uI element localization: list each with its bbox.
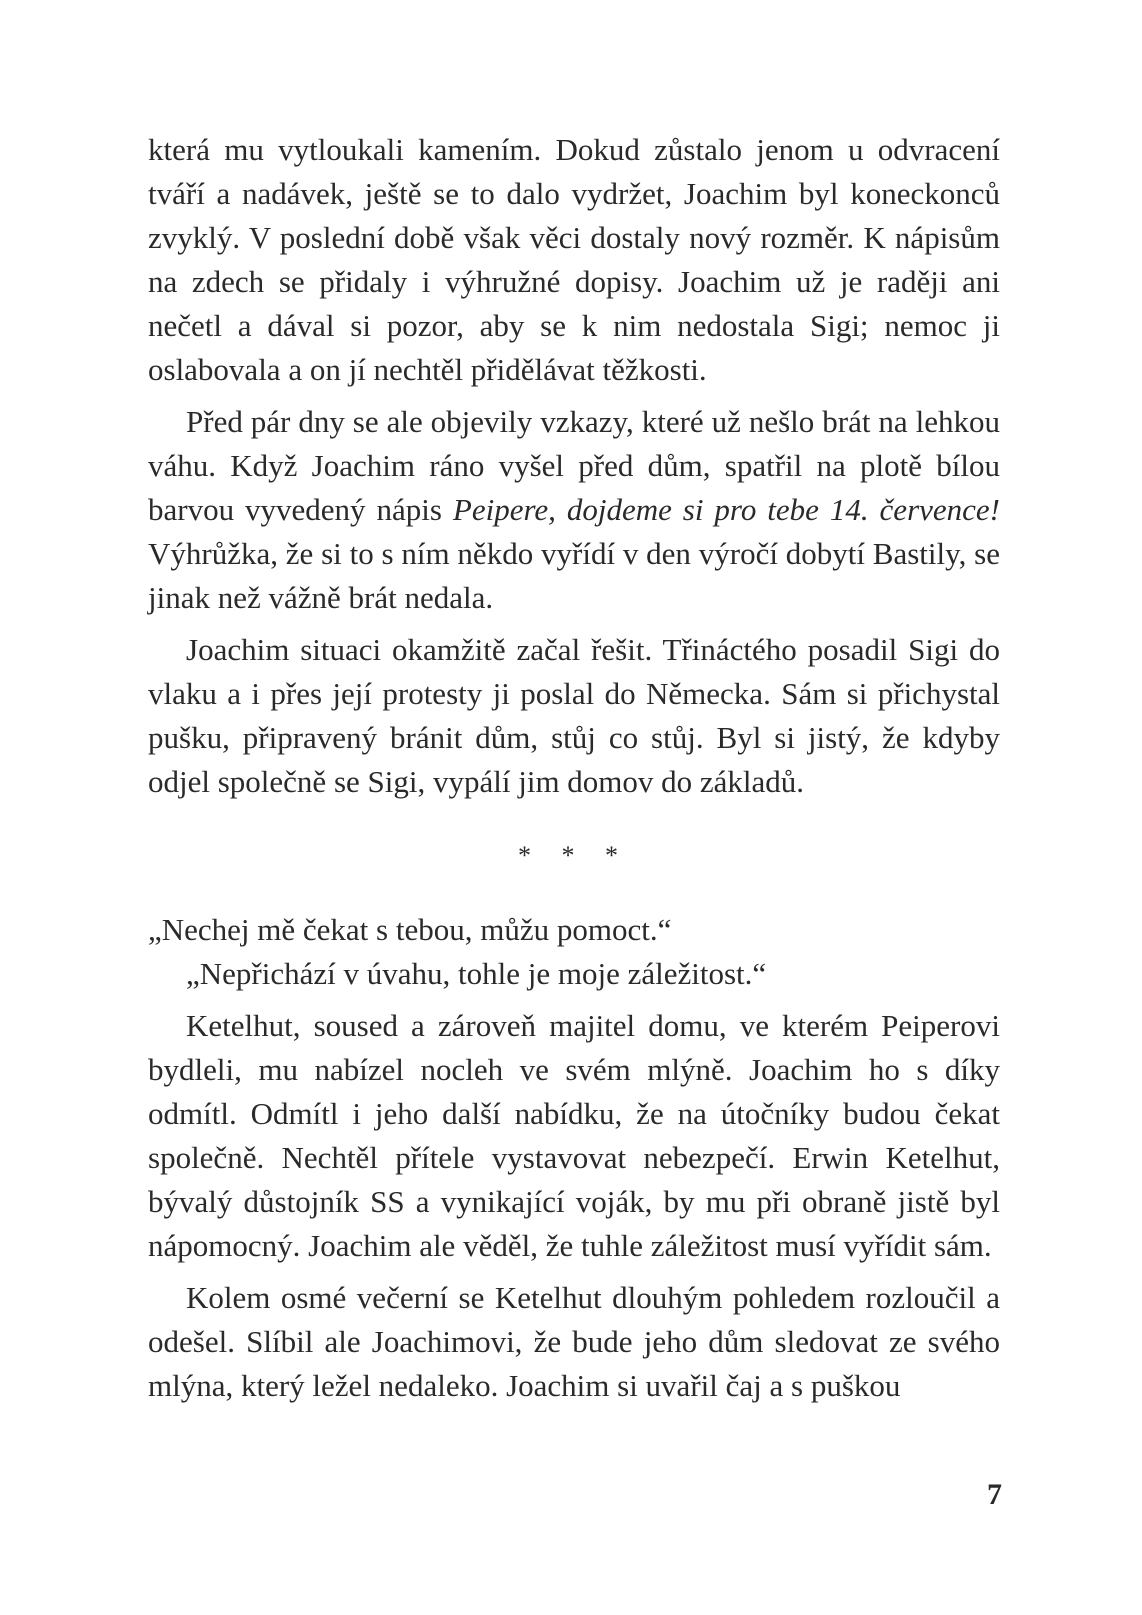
paragraph-3: Joachim situaci okamžitě začal řešit. Třináctého posadil Sigi do vlaku a i přes její protesty ji poslal do Německa. Sám si přichystal pušku, připravený bránit dům, stůj co stůj. Byl si jistý, že kdyby odjel společně se Sigi, vypálí jim domov do základů. [148, 632, 1000, 799]
paragraph-7: Kolem osmé večerní se Ketelhut dlouhým pohledem rozloučil a odešel. Slíbil ale Joachimovi, že bude jeho dům sledovat ze svého mlýna, který ležel nedaleko. Joachim si uvařil čaj a s puškou [148, 1280, 1000, 1403]
paragraph-2-end: Výhrůžka, že si to s ním někdo vyřídí v den výročí dobytí Bastily, se jinak než vážně brát nedala. [148, 536, 1000, 615]
body-text [148, 128, 1000, 1408]
paragraph-2 [148, 400, 1000, 620]
paragraph-1: která mu vytloukali kamením. Dokud zůstalo jenom u odvracení tváří a nadávek, ještě se to dalo vydržet, Joachim byl koneckonců zvyklý. V poslední době však věci dostaly nový rozměr. K nápisům na zdech se přidaly i výhružné dopisy. Joachim už je raději ani nečetl a dával si pozor, aby se k nim nedostala Sigi; nemoc ji oslabovala a on jí nechtěl přidělávat těžkosti. [148, 132, 1000, 387]
paragraph-2-start: Před pár dny se ale objevily vzkazy, které už nešlo brát na lehkou váhu. Když Joachim ráno vyšel před dům, spatřil na plotě bílou barvou vyvedený nápis [148, 404, 1000, 527]
paragraph-6: Ketelhut, soused a zároveň majitel domu, ve kterém Peiperovi bydleli, mu nabízel nocleh ve svém mlýně. Joachim ho s díky odmítl. Odmítl i jeho další nabídku, že na útočníky budou čekat společně. Nechtěl přítele vystavovat nebezpečí. Erwin Ketelhut, bývalý důstojník SS a vynikající voják, by mu při obraně jistě byl nápomocný. Joachim ale věděl, že tuhle záležitost musí vyřídit sám. [148, 1008, 1000, 1263]
dialogue-line-2: „Nepřichází v úvahu, tohle je moje záležitost.“ [186, 956, 767, 991]
section-separator: * * * [518, 841, 630, 870]
dialogue-line-1: „Nechej mě čekat s tebou, můžu pomoct.“ [148, 912, 672, 947]
page-number: 7 [987, 1478, 1002, 1511]
threat-inscription: Peipere, dojdeme si pro tebe 14. července! [452, 492, 1000, 527]
